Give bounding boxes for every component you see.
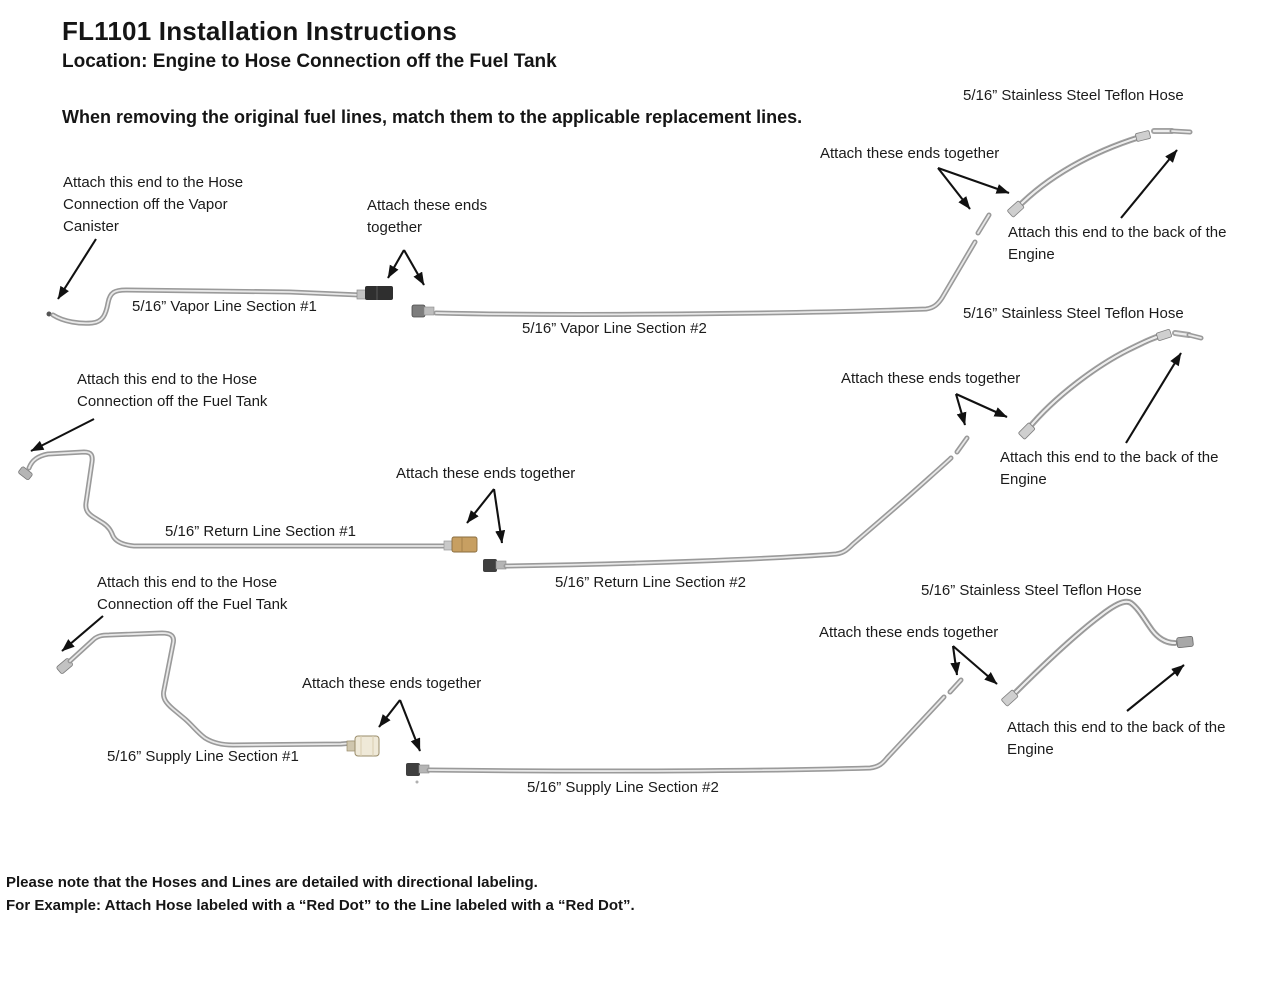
- return-attach-tank-label: Attach this end to the Hose Connection off the Fuel Tank: [77, 371, 268, 410]
- arrow-hose-ends-left: [956, 394, 965, 425]
- vapor-teflon-hose: [1007, 130, 1190, 217]
- return-line-section-2: [483, 438, 967, 572]
- arrow-line-ends-left: [379, 700, 400, 727]
- page-title: FL1101 Installation Instructions: [62, 16, 458, 46]
- arrow-to-engine-end: [1121, 150, 1177, 218]
- supply-hose-label: 5/16” Stainless Steel Teflon Hose: [921, 582, 1142, 599]
- footnote-line-2: For Example: Attach Hose labeled with a “Red Dot” to the Line labeled with a “Red Dot”.: [6, 897, 635, 914]
- vapor-section2-label: 5/16” Vapor Line Section #2: [522, 320, 707, 337]
- return-attach-line-ends-label: Attach these ends together: [396, 465, 576, 482]
- supply-teflon-hose: [1001, 602, 1193, 707]
- return-line1-brass-fitting: [452, 537, 477, 552]
- intro-note: When removing the original fuel lines, match them to the applicable replacement lines.: [62, 107, 803, 127]
- vapor-section1-label: 5/16” Vapor Line Section #1: [132, 298, 317, 315]
- arrow-to-fuel-tank-end: [31, 419, 94, 451]
- hose-ferrule: [1156, 329, 1172, 341]
- footnote-line-1: Please note that the Hoses and Lines are detailed with directional labeling.: [6, 874, 538, 891]
- page-subtitle: Location: Engine to Hose Connection off the Fuel Tank: [62, 51, 557, 72]
- arrow-line-ends-right: [400, 700, 420, 751]
- vapor-hose-label: 5/16” Stainless Steel Teflon Hose: [963, 87, 1184, 104]
- vapor-line2-nut: [412, 305, 425, 317]
- arrow-hose-ends-left: [953, 646, 957, 675]
- arrow-to-engine-end: [1126, 353, 1181, 443]
- hose-ferrule: [1135, 130, 1151, 141]
- supply-line1-cylinder-fitting: [355, 736, 379, 756]
- arrow-hose-ends-right: [956, 394, 1007, 417]
- arrow-line-ends-left: [467, 489, 494, 523]
- hose-end-fitting: [1177, 636, 1194, 648]
- arrow-line-ends-left: [388, 250, 404, 278]
- vapor-attach-line-ends-label: Attach these ends together: [367, 197, 488, 236]
- vapor-attach-hose-ends-label: Attach these ends together: [820, 145, 1000, 162]
- supply-line2-nut: [406, 763, 420, 776]
- return-hose-label: 5/16” Stainless Steel Teflon Hose: [963, 305, 1184, 322]
- supply-section2-label: 5/16” Supply Line Section #2: [527, 779, 719, 796]
- arrow-to-vapor-canister-end: [58, 239, 96, 299]
- return-line2-nut: [483, 559, 497, 572]
- supply-section1-label: 5/16” Supply Line Section #1: [107, 748, 299, 765]
- return-attach-hose-ends-label: Attach these ends together: [841, 370, 1021, 387]
- supply-attach-hose-ends-label: Attach these ends together: [819, 624, 999, 641]
- vapor-attach-canister-label: Attach this end to the Hose Connection off the Vapor Canister: [63, 174, 244, 235]
- arrow-to-fuel-tank-end: [62, 616, 103, 651]
- arrow-line-ends-right: [404, 250, 424, 285]
- supply-attach-tank-label: Attach this end to the Hose Connection off the Fuel Tank: [97, 574, 288, 613]
- vapor-line2-collar: [424, 307, 434, 315]
- arrow-line-ends-right: [494, 489, 502, 543]
- return-attach-engine-label: Attach this end to the back of the Engine: [1000, 449, 1219, 488]
- supply-attach-line-ends-label: Attach these ends together: [302, 675, 482, 692]
- vapor-line1-union-fitting: [365, 286, 393, 300]
- vapor-line1-collar: [357, 290, 366, 299]
- supply-attach-engine-label: Attach this end to the back of the Engine: [1007, 719, 1226, 758]
- return-section1-label: 5/16” Return Line Section #1: [165, 523, 356, 540]
- return-section2-label: 5/16” Return Line Section #2: [555, 574, 746, 591]
- supply-line-section-2: [406, 680, 961, 784]
- vapor-attach-engine-label: Attach this end to the back of the Engine: [1008, 224, 1227, 263]
- arrow-to-engine-end: [1127, 665, 1184, 711]
- return-teflon-hose: [1018, 329, 1201, 439]
